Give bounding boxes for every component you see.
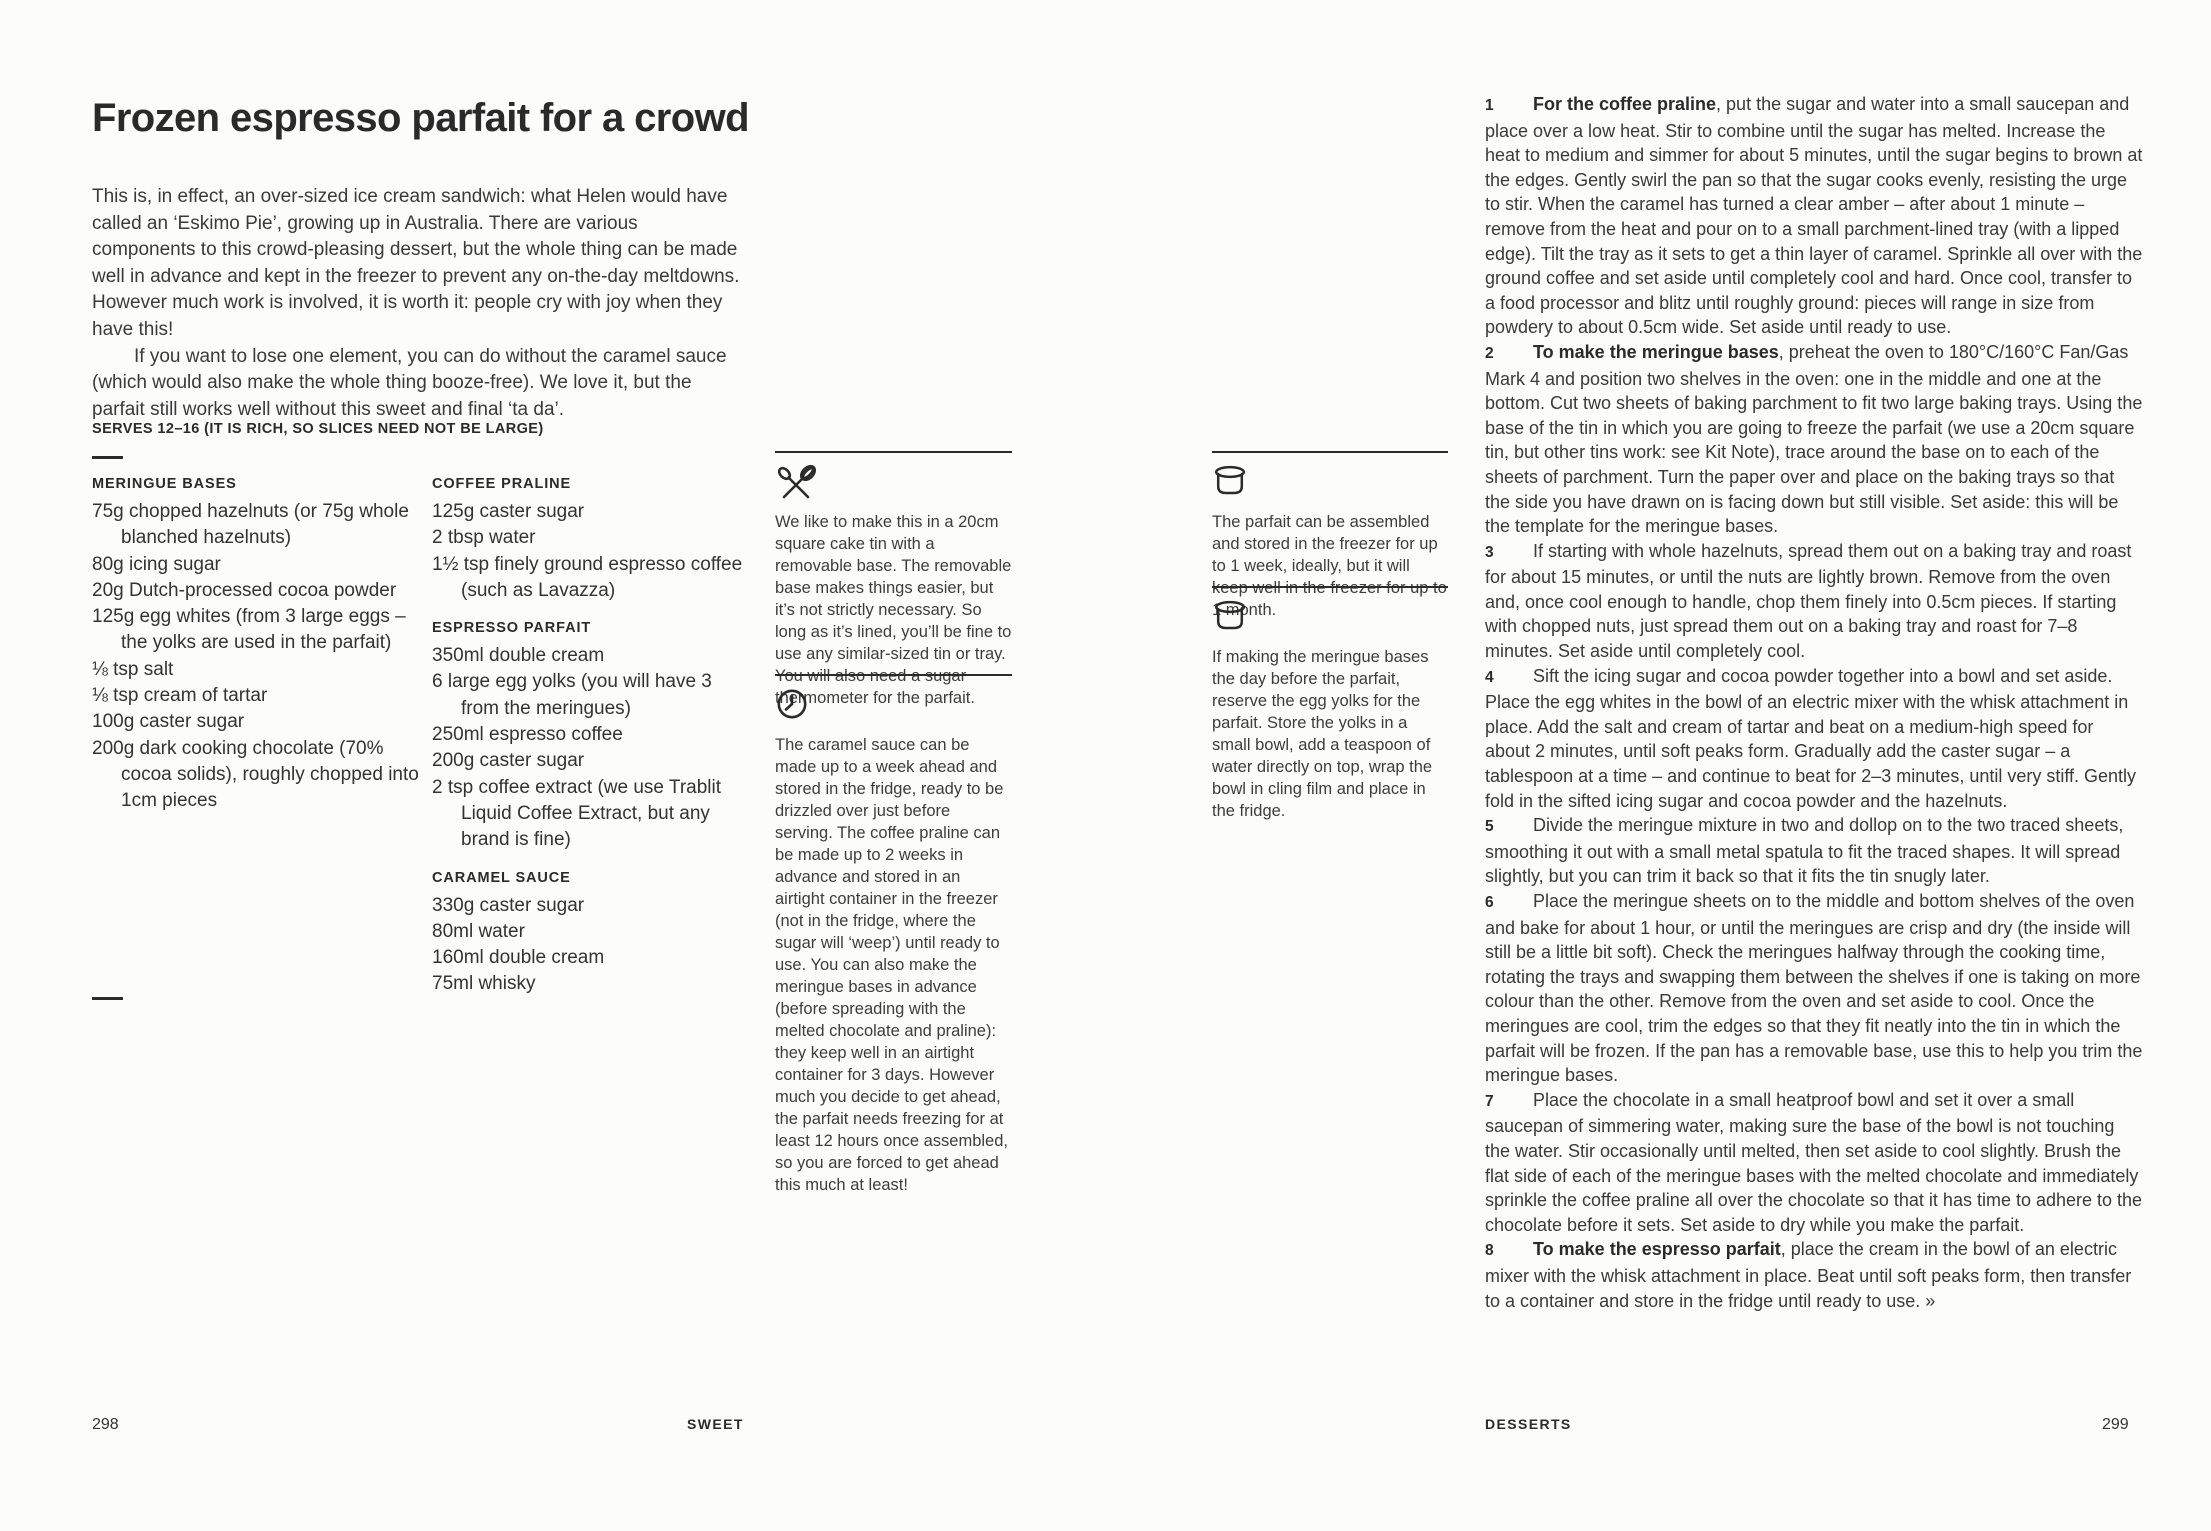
intro-paragraph-1: This is, in effect, an over-sized ice cream sandwich: what Helen would have called an ‘Eskimo Pie’, growing up in Australia. There are various components to this crowd-pleasing dessert, but the whole thing can be made well in advance and kept in the freezer to prevent any on-the-day meltdowns. However much work is involved, it is worth it: people cry with joy when they have this! — [92, 186, 740, 340]
method-step: 3 If starting with whole hazelnuts, spread them out on a baking tray and roast for about 15 minutes, or until the nuts are lightly brown. Remove from the oven and, once cool enough to handle, chop them finely into 0.5cm pieces. If starting with chopped nuts, just spread them out on a baking tray and roast for 7–8 minutes. Set aside until completely cool. — [1485, 540, 2132, 662]
step-number: 6 — [1485, 894, 1494, 911]
step-lead-in: For the coffee praline — [1533, 94, 1717, 114]
ingredient-item: 80g icing sugar — [92, 553, 221, 575]
step-number: 2 — [1485, 344, 1494, 362]
ingredient-item: 330g caster sugar — [432, 894, 585, 916]
method-step: 1 For the coffee praline, put the sugar and water into a small saucepan and place over a low heat. Stir to combine until the sugar has melted. Increase the heat to medium and simmer for about 5 minutes, until the sugar begins to brown at the edges. Gently swirl the pan so that the sugar cooks evenly, resisting the urge to stir. When the caramel has turned a clear amber – after about 1 minute – remove from the heat and pour on to a small parchment-lined tray (with a lipped edge). Tilt the tray as it sets to get a thin layer of caramel. Sprinkle all over with the ground coffee and set aside until completely cool and hard. Once cool, transfer to a food processor and blitz until roughly ground: pieces will range in size from powdery to about 0.5cm wide. Set aside until ready to use. — [1485, 94, 2143, 338]
recipe-title: Frozen espresso parfait for a crowd — [92, 96, 749, 140]
ingredient-item: 2 tbsp water — [432, 527, 536, 549]
crossed-spoon-whisk-icon — [775, 464, 1012, 502]
method-step: 2 To make the meringue bases, preheat the oven to 180°C/160°C Fan/Gas Mark 4 and position two shelves in the oven: one in the middle and one at the bottom. Cut two sheets of baking parchment to fit two large baking trays. Using the base of the tin in which you are going to freeze the parfait (we use a 20cm square tin, but other tins work: see Kit Note), trace around the base on to each of the sheets of parchment. Turn the paper over and place on the baking trays so that the side you have drawn on is facing down but still visible. Set aside: this will be the template for the meringue bases. — [1485, 341, 2143, 537]
clock-icon — [775, 687, 1012, 725]
storage-container-icon — [1212, 599, 1448, 637]
section-label-left: SWEET — [687, 1416, 744, 1432]
ingredient-item: 20g Dutch-processed cocoa powder — [92, 579, 397, 601]
ingredient-group-heading: COFFEE PRALINE — [432, 476, 572, 492]
section-label-right: DESSERTS — [1485, 1416, 1572, 1432]
storage-note-yolks — [1212, 586, 1448, 822]
ingredient-item: 250ml espresso coffee — [432, 724, 623, 746]
section-dash — [92, 997, 123, 1000]
ingredient-item: 75g chopped hazelnuts (or 75g whole blanched hazelnuts) — [92, 501, 409, 549]
step-number: 3 — [1485, 543, 1494, 561]
ingredient-item: 75ml whisky — [432, 973, 536, 995]
ingredient-group — [92, 474, 422, 815]
ingredient-item: 125g egg whites (from 3 large eggs – the yolks are used in the parfait) — [92, 606, 406, 654]
serves-line: SERVES 12–16 (IT IS RICH, SO SLICES NEED NOT BE LARGE) — [92, 421, 544, 437]
ingredient-group-heading: ESPRESSO PARFAIT — [432, 620, 592, 637]
step-number: 5 — [1485, 818, 1494, 836]
ingredient-item: 2 tsp coffee extract (we use Trablit Liquid Coffee Extract, but any brand is fine) — [432, 776, 722, 851]
storage-note-parfait-text: The parfait can be assembled and stored in the freezer for up to 1 week, ideally, but it will keep well in the freezer for up to 1 month. — [1212, 513, 1447, 619]
page-number-left: 298 — [92, 1416, 119, 1433]
ingredient-item: 200g dark cooking chocolate (70% cocoa solids), roughly chopped into 1cm pieces — [92, 737, 419, 812]
ingredient-item: 160ml double cream — [432, 947, 605, 969]
page-number-right: 299 — [2102, 1416, 2129, 1433]
ingredient-item: ⅛ tsp cream of tartar — [92, 685, 268, 707]
ingredient-group-heading: MERINGUE BASES — [92, 476, 237, 492]
step-lead-in: To make the meringue bases — [1533, 341, 1779, 362]
storage-note-yolks-text: If making the meringue bases the day before the parfait, reserve the egg yolks for the parfait. Store the yolks in a small bowl, add a teaspoon of water directly on top, wrap the bowl in cling film and place in the fridge. — [1212, 648, 1433, 820]
ingredient-item: 6 large egg yolks (you will have 3 from the meringues) — [432, 671, 712, 719]
recipe-intro — [92, 184, 742, 423]
ingredient-item: 125g caster sugar — [432, 501, 585, 522]
kit-note-text: We like to make this in a 20cm square cake tin with a removable base. The removable base makes things easier, but it’s not strictly necessary. So long as it’s lined, you’ll be fine to use any similar-sized tin or tray. You will also need a sugar thermometer for the parfait. — [775, 513, 1012, 707]
method-step: 7 Place the chocolate in a small heatproof bowl and set it over a small saucepan of simmering water, making sure the base of the bowl is not touching the water. Stir occasionally until melted, then set aside to cool slightly. Brush the flat side of each of the meringue bases with the melted chocolate and immediately sprinkle the coffee praline all over the chocolate so that it has time to adhere to the chocolate before it sets. Set aside to dry while you make the parfait. — [1485, 1089, 2143, 1235]
ingredient-group-heading: CARAMEL SAUCE — [432, 869, 571, 886]
make-ahead-note-text: The caramel sauce can be made up to a week ahead and stored in the fridge, ready to be drizzled over just before serving. The coffee praline can be made up to 2 weeks in advance and stored in an airtight container in the freezer (not in the fridge, where the sugar will ‘weep’) until ready to use. You can also make the meringue bases in advance (before spreading with the melted chocolate and praline): they keep well in an airtight container for 3 days. However much you decide to get ahead, the parfait needs freezing for at least 12 hours once assembled, so you are forced to get ahead this much at least! — [775, 736, 1008, 1194]
kit-note — [775, 451, 1012, 709]
ingredient-item: 100g caster sugar — [92, 711, 245, 733]
ingredient-item: 1½ tsp finely ground espresso coffee (such as Lavazza) — [432, 553, 743, 601]
ingredient-item: ⅛ tsp salt — [92, 658, 174, 680]
ingredient-item: 200g caster sugar — [432, 750, 585, 772]
storage-container-icon — [1212, 464, 1448, 502]
ingredient-item: 350ml double cream — [432, 645, 605, 667]
ingredient-group — [432, 618, 752, 853]
method-step: 6 Place the meringue sheets on to the middle and bottom shelves of the oven and bake for about 1 hour, or until the meringues are crisp and dry (the inside will still be a little bit soft). Check the meringues halfway through the cooking time, rotating the trays and swapping them between the shelves if one is taking on more colour than the other. Remove from the oven and set aside to cool. Once the meringues are cool, trim the edges so that they fit neatly into the tin in which the parfait will be frozen. If the pan has a removable base, use this to help you trim the meringue bases. — [1485, 891, 2143, 1086]
intro-paragraph-2: If you want to lose one element, you can do without the caramel sauce (which would also make the whole thing booze-free). We love it, but the parfait still works well without this sweet and final ‘ta da’. — [92, 345, 727, 420]
method-step: 8 To make the espresso parfait, place the cream in the bowl of an electric mixer with the whisk attachment in place. Beat until soft peaks form, then transfer to a container and store in the fridge until ready to use. » — [1485, 1239, 2132, 1311]
make-ahead-note — [775, 674, 1012, 1196]
step-number: 1 — [1485, 97, 1494, 114]
step-number: 7 — [1485, 1092, 1494, 1110]
ingredient-item: 80ml water — [432, 920, 525, 942]
method-steps — [1485, 92, 2143, 1313]
ingredient-group — [432, 868, 752, 998]
ingredient-group — [432, 474, 752, 604]
step-lead-in: To make the espresso parfait — [1533, 1239, 1781, 1260]
ingredients-column-1 — [92, 474, 422, 829]
ingredients-column-2 — [432, 474, 752, 1012]
section-dash — [92, 456, 123, 459]
step-number: 4 — [1485, 668, 1494, 686]
step-number: 8 — [1485, 1242, 1494, 1260]
method-step: 4 Sift the icing sugar and cocoa powder together into a bowl and set aside. Place the egg whites in the bowl of an electric mixer with the whisk attachment in place. Add the salt and cream of tartar and beat on a medium-high speed for about 2 minutes, until soft peaks form. Gradually add the caster sugar – a tablespoon at a time – and continue to beat for 2–3 minutes, until very stiff. Gently fold in the sifted icing sugar and cocoa powder and the hazelnuts. — [1485, 665, 2137, 811]
method-step: 5 Divide the meringue mixture in two and dollop on to the two traced sheets, smoothing it out with a small metal spatula to fit the traced shapes. It will spread slightly, but you can trim it back so that it fits the tin snugly later. — [1485, 815, 2124, 887]
